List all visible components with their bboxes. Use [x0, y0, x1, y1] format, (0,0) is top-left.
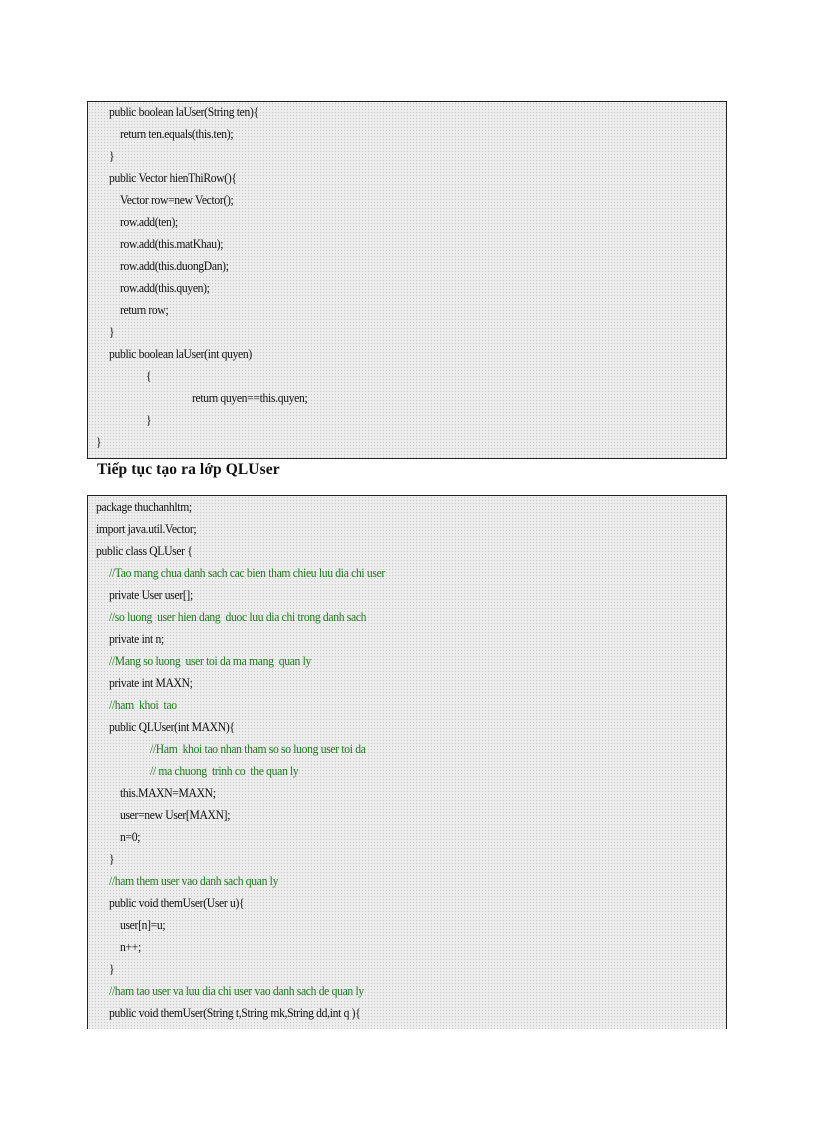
- code-line: Vector row=new Vector();: [120, 193, 234, 207]
- code-line: return row;: [120, 303, 169, 317]
- code-line: this.MAXN=MAXN;: [120, 786, 216, 800]
- code-line: public class QLUser {: [96, 544, 193, 558]
- code-line: user=new User[MAXN];: [120, 808, 231, 822]
- code-line: row.add(ten);: [120, 215, 178, 229]
- code-comment-line: //ham tao user va luu dia chi user vao danh sach de quan ly: [109, 984, 364, 998]
- code-line: public void themUser(String t,String mk,String dd,int q ){: [109, 1006, 361, 1020]
- code-line: private int n;: [109, 632, 164, 646]
- code-line: public Vector hienThiRow(){: [109, 171, 237, 185]
- code-line: }: [109, 325, 115, 339]
- code-line: }: [109, 962, 115, 976]
- code-line: public boolean laUser(String ten){: [109, 105, 259, 119]
- code-line: public void themUser(User u){: [109, 896, 245, 910]
- code-line: package thuchanhltm;: [96, 500, 192, 514]
- code-comment-line: //Ham khoi tao nhan tham so so luong user toi da: [150, 742, 366, 756]
- section-heading: Tiếp tục tạo ra lớp QLUser: [97, 461, 280, 478]
- code-line: }: [96, 435, 102, 449]
- code-line: user[n]=u;: [120, 918, 166, 932]
- code-line: }: [109, 852, 115, 866]
- code-line: n++;: [120, 940, 141, 954]
- code-block-qluser-class: [87, 495, 727, 1029]
- code-comment-line: //ham them user vao danh sach quan ly: [109, 874, 279, 888]
- code-line: private int MAXN;: [109, 676, 193, 690]
- code-comment-line: //Mang so luong user toi da ma mang quan ly: [109, 654, 312, 668]
- code-comment-line: //Tao mang chua danh sach cac bien tham chieu luu dia chi user: [109, 566, 385, 580]
- code-line: row.add(this.matKhau);: [120, 237, 224, 251]
- code-line: }: [109, 149, 115, 163]
- code-comment-line: //ham khoi tao: [109, 698, 177, 712]
- code-line: {: [146, 369, 152, 383]
- code-line: }: [146, 413, 152, 427]
- code-comment-line: //so luong user hien dang duoc luu dia chi trong danh sach: [109, 610, 367, 624]
- code-line: import java.util.Vector;: [96, 522, 197, 536]
- code-line: public QLUser(int MAXN){: [109, 720, 235, 734]
- code-line: private User user[];: [109, 588, 193, 602]
- code-block-user-methods: [87, 101, 727, 459]
- code-comment-line: // ma chuong trinh co the quan ly: [150, 764, 299, 778]
- code-line: return quyen==this.quyen;: [192, 391, 308, 405]
- code-line: return ten.equals(this.ten);: [120, 127, 234, 141]
- code-line: row.add(this.quyen);: [120, 281, 210, 295]
- code-line: n=0;: [120, 830, 141, 844]
- code-line: public boolean laUser(int quyen): [109, 347, 252, 361]
- code-line: row.add(this.duongDan);: [120, 259, 229, 273]
